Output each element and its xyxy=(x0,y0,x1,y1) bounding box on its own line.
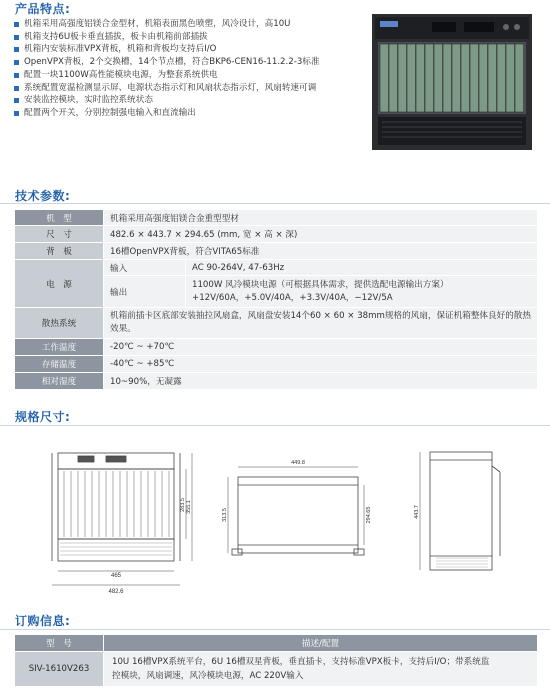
spec-value: 1100W 风冷模块电源（可根据具体需求，提供选配电源输出方案） xyxy=(192,279,449,290)
spec-key: 机 型 xyxy=(15,210,104,226)
spec-subkey: 输入 xyxy=(104,260,186,276)
order-table xyxy=(14,634,538,687)
spec-value: 机箱采用高强度铝镁合金重型型材 xyxy=(104,210,538,226)
spec-value: -40℃ ~ +85℃ xyxy=(104,356,538,373)
top-depth-label: 294.65 xyxy=(366,506,372,524)
spec-table xyxy=(14,209,538,390)
front-view-drawing xyxy=(44,447,194,599)
spec-key: 尺 寸 xyxy=(15,226,104,243)
order-title: 订购信息: xyxy=(15,614,71,628)
front-height-inner-label: 283.5 xyxy=(180,498,186,512)
spec-key: 工作温度 xyxy=(15,339,104,356)
spec-value: -20℃ ~ +70℃ xyxy=(104,339,538,356)
table-row xyxy=(15,652,538,687)
feature-item: 系统配置宽温检测显示屏、电源状态指示灯和风扇状态指示灯，风扇转速可调 xyxy=(14,82,354,95)
top-width-label: 449.8 xyxy=(291,460,305,466)
top-height-label: 313.5 xyxy=(222,508,228,522)
feature-item: 配置两个开关，分别控制强电输入和直流输出 xyxy=(14,107,354,120)
order-col-desc: 描述/配置 xyxy=(104,635,538,652)
feature-item: 机箱内安装标准VPX背板，机箱和背板均支持后I/O xyxy=(14,43,354,56)
feature-item: 机箱采用高强度铝镁合金型材，机箱表面黑色喷塑，风冷设计，高10U xyxy=(14,18,354,31)
front-width-outer-label: 482.6 xyxy=(108,589,124,595)
features-title: 产品特点: xyxy=(15,2,71,16)
spec-value: +12V/60A，+5.0V/40A，+3.3V/40A，−12V/5A xyxy=(192,292,393,303)
dimensions-title: 规格尺寸: xyxy=(15,410,71,424)
spec-value: 482.6 × 443.7 × 294.65 (mm, 宽 × 高 × 深) xyxy=(104,226,538,243)
spec-value: 10~90%，无凝露 xyxy=(104,373,538,390)
feature-item: 安装监控模块，实时监控系统状态 xyxy=(14,94,354,107)
spec-key: 散热系统 xyxy=(15,308,104,339)
feature-item: OpenVPX背板，2个交换槽，14个节点槽，符合BKP6-CEN16-11.2.2-3标准 xyxy=(14,56,354,69)
spec-key: 存储温度 xyxy=(15,356,104,373)
product-photo xyxy=(372,14,532,150)
spec-key: 相对湿度 xyxy=(15,373,104,390)
front-height-outer-label: 355.1 xyxy=(186,500,192,514)
top-view-drawing xyxy=(222,457,372,567)
spec-value: AC 90-264V, 47-63Hz xyxy=(186,260,538,276)
feature-item: 机箱支持6U板卡垂直插拔，板卡由机箱前部插拔 xyxy=(14,31,354,44)
order-desc: 10U 16槽VPX系统平台，6U 16槽双星背板，垂直插卡，支持标准VPX板卡，支持后I/O；带系统监 xyxy=(112,657,490,667)
spec-value: 机箱前插卡区底部安装抽拉风扇盒，风扇盘安装14个60 × 60 × 38mm规格的风扇，保证机箱整体良好的散热效果。 xyxy=(104,308,538,339)
spec-value: 16槽OpenVPX背板，符合VITA65标准 xyxy=(104,243,538,260)
feature-item: 配置一块1100W高性能模块电源，为整套系统供电 xyxy=(14,69,354,82)
order-col-model: 型 号 xyxy=(15,635,104,652)
front-width-inner-label: 465 xyxy=(110,573,122,579)
side-height-label: 443.7 xyxy=(414,505,420,519)
specs-title: 技术参数: xyxy=(15,189,71,203)
spec-key: 电 源 xyxy=(15,260,104,308)
order-model: SIV-1610V263 xyxy=(15,652,104,687)
side-view-drawing xyxy=(410,446,510,596)
order-desc: 控模块，风扇调速，风冷模块电源，AC 220V输入 xyxy=(112,671,304,681)
spec-subkey: 输出 xyxy=(104,276,186,308)
spec-key: 背 板 xyxy=(15,243,104,260)
features-list xyxy=(14,18,354,120)
